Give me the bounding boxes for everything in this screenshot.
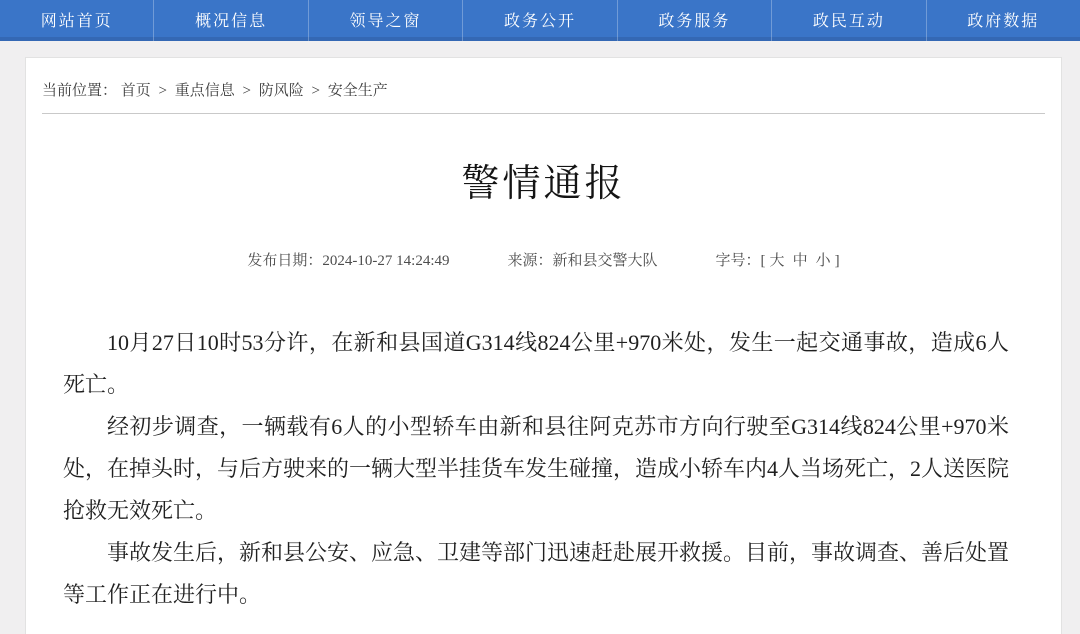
breadcrumb-separator: > <box>242 83 251 99</box>
nav-item-gov-data[interactable]: 政府数据 <box>926 0 1080 41</box>
article-paragraph: 事故发生后，新和县公安、应急、卫建等部门迅速赶赴展开救援。目前，事故调查、善后处置等工作正在进行中。 <box>63 540 1010 607</box>
breadcrumb-item-home[interactable]: 首页 <box>120 83 151 99</box>
nav-item-overview[interactable]: 概况信息 <box>153 0 307 41</box>
font-size-label: 字号： <box>715 253 761 269</box>
breadcrumb <box>26 58 1061 113</box>
breadcrumb-item-work-safety[interactable]: 安全生产 <box>327 83 388 99</box>
article-source <box>508 249 658 270</box>
font-size-large-button[interactable]: 大 <box>769 253 785 269</box>
breadcrumb-separator: > <box>311 83 320 99</box>
source-label: 来源： <box>507 253 553 269</box>
article-paragraph: 经初步调查，一辆载有6人的小型轿车由新和县往阿克苏市方向行驶至G314线824公里+970米处，在掉头时，与后方驶来的一辆大型半挂货车发生碰撞，造成小轿车内4人当场死亡，2人送医院抢救无效死亡。 <box>63 414 1010 523</box>
bracket-open: [ <box>760 253 766 269</box>
font-size-control <box>716 249 840 270</box>
nav-item-gov-services[interactable]: 政务服务 <box>617 0 771 41</box>
breadcrumb-separator: > <box>158 83 167 99</box>
publish-date-value: 2024-10-27 14:24:49 <box>322 253 450 269</box>
content-panel <box>25 57 1062 634</box>
font-size-small-button[interactable]: 小 <box>815 253 831 269</box>
bracket-close: ] <box>834 253 840 269</box>
article-title: 警情通报 <box>461 163 626 205</box>
publish-date <box>247 249 449 270</box>
article-body <box>26 322 1061 616</box>
article-paragraph: 10月27日10时53分许，在新和县国道G314线824公里+970米处，发生一起交通事故，造成6人死亡。 <box>63 330 1009 397</box>
nav-item-gov-disclosure[interactable]: 政务公开 <box>462 0 616 41</box>
breadcrumb-item-key-info[interactable]: 重点信息 <box>174 83 235 99</box>
nav-item-leaders[interactable]: 领导之窗 <box>308 0 462 41</box>
article-meta <box>26 249 1061 270</box>
source-value: 新和县交警大队 <box>552 253 658 269</box>
font-size-medium-button[interactable]: 中 <box>792 253 808 269</box>
breadcrumb-item-risk-prevention[interactable]: 防风险 <box>258 83 304 99</box>
breadcrumb-label: 当前位置： <box>42 83 118 99</box>
top-navigation <box>0 0 1080 41</box>
nav-item-public-interaction[interactable]: 政民互动 <box>771 0 925 41</box>
breadcrumb-divider <box>42 113 1045 114</box>
nav-item-home[interactable]: 网站首页 <box>40 12 113 30</box>
publish-date-label: 发布日期： <box>247 253 323 269</box>
